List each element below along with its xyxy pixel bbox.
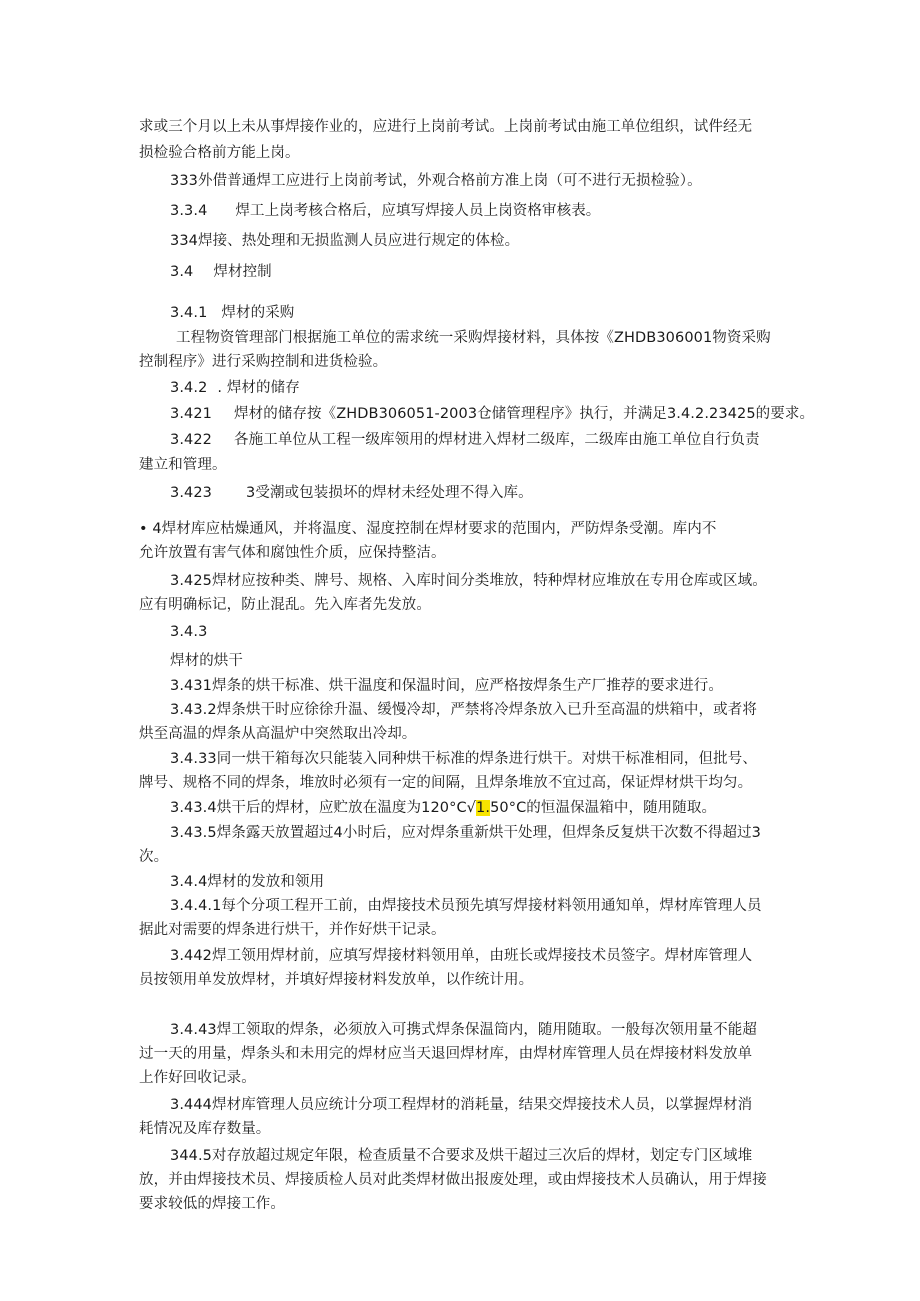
text-line: 上作好回收记录。 (139, 1070, 256, 1086)
text-line: 3.444焊材库管理人员应统计分项工程焊材的消耗量，结果交焊接技术人员，以掌握焊材消 (170, 1097, 753, 1113)
text-line: 应有明确标记，防止混乱。先入库者先发放。 (139, 597, 431, 613)
section-number: 3.423 (170, 485, 213, 501)
text-line: 控制程序》进行采购控制和进货检验。 (139, 354, 388, 370)
text-line: 3.43.2焊条烘干时应徐徐升温、缓慢冷却，严禁将冷焊条放入已升至高温的烘箱中，或者将 (170, 702, 757, 718)
section-heading (170, 303, 294, 323)
section-heading: 3.4.4焊材的发放和领用 (170, 874, 325, 890)
text-line: 3.4.43焊工领取的焊条，必须放入可携式焊条保温筒内，随用随取。一般每次领用量不能超 (170, 1022, 757, 1038)
text-line: 工程物资管理部门根据施工单位的需求统一采购焊接材料，具体按《ZHDB306001物资采购 (176, 330, 771, 346)
text-line: 求或三个月以上未从事焊接作业的，应进行上岗前考试。上岗前考试由施工单位组织，试件经无 (139, 119, 753, 135)
section-number: 3.4.3 (170, 624, 208, 640)
section-title: . 焊材的储存 (217, 380, 300, 396)
text-line: 3.43.5焊条露天放置超过4小时后，应对焊条重新烘干处理，但焊条反复烘干次数不得超过3 (170, 825, 761, 841)
text-line: 牌号、规格不同的焊条，堆放时必须有一定的间隔，且焊条堆放不宜过高，保证焊材烘干均匀。 (139, 775, 753, 791)
section-heading (170, 378, 300, 398)
section-title: 焊材的烘干 (170, 653, 243, 669)
text-line: 耗情况及库存数量。 (139, 1121, 271, 1137)
text-line: 333外借普通焊工应进行上岗前考试，外观合格前方准上岗（可不进行无损检验）。 (170, 173, 702, 189)
text-line: 损检验合格前方能上岗。 (139, 145, 300, 161)
text-line: 烘至高温的焊条从高温炉中突然取出冷却。 (139, 726, 417, 742)
text-line: 3.442焊工领用焊材前，应填写焊接材料领用单，由班长或焊接技术员签字。焊材库管理人 (170, 948, 753, 964)
section-title: 焊材控制 (213, 264, 272, 280)
text-line (170, 798, 716, 818)
section-text: 3受潮或包装损坏的焊材未经处理不得入库。 (246, 485, 533, 501)
section-heading (170, 404, 814, 424)
section-heading (170, 201, 600, 221)
text-line: 334焊接、热处理和无损监测人员应进行规定的体检。 (170, 233, 520, 249)
section-text: 焊材的储存按《ZHDB306051-2003仓储管理程序》执行，并满足3.4.2.23425的要求。 (234, 406, 815, 422)
text-segment: 50°C的恒温保温箱中，随用随取。 (490, 800, 717, 816)
text-line: 员按领用单发放焊材，并填好焊接材料发放单，以作统计用。 (139, 972, 534, 988)
text-line: 3.431焊条的烘干标准、烘干温度和保温时间，应严格按焊条生产厂推荐的要求进行。 (170, 678, 724, 694)
section-number: 3.4.1 (170, 305, 208, 321)
section-number: 3.3.4 (170, 203, 208, 219)
text-line: 过一天的用量，焊条头和未用完的焊材应当天退回焊材库，由焊材库管理人员在焊接材料发放单 (139, 1046, 753, 1062)
text-line: 次。 (139, 849, 169, 865)
text-line: 据此对需要的焊条进行烘干，并作好烘干记录。 (139, 922, 446, 938)
text-line: 建立和管理。 (139, 457, 227, 473)
text-line: 3.4.33同一烘干箱每次只能装入同种烘干标准的焊条进行烘干。对烘干标准相同，但批号、 (170, 751, 757, 767)
text-line: 3.425焊材应按种类、牌号、规格、入库时间分类堆放，特种焊材应堆放在专用仓库或区域。 (170, 573, 767, 589)
section-number: 3.422 (170, 432, 213, 448)
text-line: • 4焊材库应枯燥通风，并将温度、湿度控制在焊材要求的范围内，严防焊条受潮。库内不 (139, 521, 717, 537)
section-number: 3.4.2 (170, 380, 208, 396)
text-line: 要求较低的焊接工作。 (139, 1196, 285, 1212)
section-text: 各施工单位从工程一级库领用的焊材进入焊材二级库，二级库由施工单位自行负责 (234, 432, 760, 448)
section-text: 焊工上岗考核合格后，应填写焊接人员上岗资格审核表。 (235, 203, 601, 219)
section-title: 焊材的采购 (221, 305, 295, 321)
section-number: 3.421 (170, 406, 213, 422)
section-heading (170, 430, 760, 450)
text-segment: 3.43.4烘干后的焊材，应贮放在温度为120°C√ (170, 800, 477, 816)
highlighted-text: 1. (476, 800, 491, 816)
text-line: 放，并由焊接技术员、焊接质检人员对此类焊材做出报废处理，或由焊接技术人员确认，用于焊接 (139, 1172, 767, 1188)
text-line: 允许放置有害气体和腐蚀性介质，应保持整洁。 (139, 545, 446, 561)
section-number: 3.4 (170, 264, 194, 280)
text-line: 3.4.4.1每个分项工程开工前，由焊接技术员预先填写焊接材料领用通知单，焊材库管理人员 (170, 898, 762, 914)
text-line: 344.5对存放超过规定年限，检查质量不合要求及烘干超过三次后的焊材，划定专门区域堆 (170, 1148, 753, 1164)
section-heading (170, 262, 272, 282)
section-heading (170, 483, 533, 503)
